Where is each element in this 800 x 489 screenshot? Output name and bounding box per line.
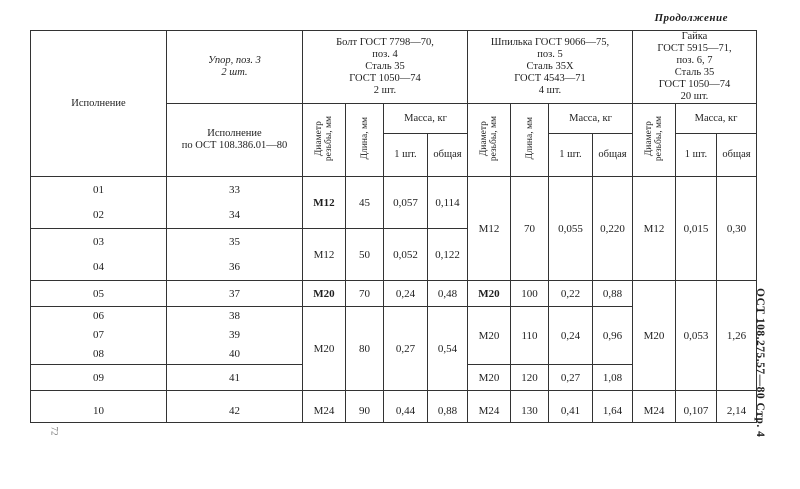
header-stud: Шпилька ГОСТ 9066—75, поз. 5 Сталь 35Х ГОСТ 4543—71 4 шт. [468,31,633,104]
side-standard-label: ОСТ 108.275.57—80 Стр. 4 [754,288,766,438]
nut-g3-mass1: 0,107 [676,401,717,423]
bolt-g4-diameter: М20 [303,307,346,391]
cell-ispol-05: 05 [31,281,167,307]
cell-ost-38: 38 [167,307,303,326]
header-upor: Упор, поз. 3 2 шт. [167,31,303,104]
bolt-g3-masstotal: 0,48 [428,281,468,307]
stud-g5-diameter: М24 [468,401,511,423]
stud-g1-length: 70 [511,177,549,281]
bolt-g2-mass1: 0,052 [384,229,428,281]
stud-g2-mass1: 0,22 [549,281,593,307]
header-nut-mass: Масса, кг [676,104,757,134]
stud-g4-diameter: М20 [468,365,511,391]
cell-ispol-01: 01 [31,177,167,203]
header-bolt-diameter: Диаметр резьбы, мм [314,115,334,162]
bolt-g4-mass1: 0,27 [384,307,428,391]
stud-g1-diameter: М12 [468,177,511,281]
header-ispolnenie-ost: Исполнение по ОСТ 108.386.01—80 [167,104,303,177]
nut-g2-mass1: 0,053 [676,281,717,391]
bolt-g5-length: 90 [346,401,384,423]
cell-ispol-02: 02 [31,203,167,229]
header-ispolnenie: Исполнение [31,31,167,177]
cell-ispol-07: 07 [31,326,167,344]
header-stud-diameter: Диаметр резьбы, мм [479,115,499,162]
header-nut-mass-total: общая [717,134,757,177]
nut-g2-diameter: М20 [633,281,676,391]
cell-ost-35: 35 [167,229,303,255]
cell-ispol-04: 04 [31,255,167,281]
nut-g3-masstotal: 2,14 [717,401,757,423]
cell-ost-41: 41 [167,365,303,391]
stud-g2-length: 100 [511,281,549,307]
bolt-g2-length: 50 [346,229,384,281]
cell-ispol-06: 06 [31,307,167,326]
header-stud-mass-total: общая [593,134,633,177]
stud-g5-length: 130 [511,401,549,423]
stud-g1-mass1: 0,055 [549,177,593,281]
bolt-g1-diameter: М12 [303,177,346,229]
stud-g3-masstotal: 0,96 [593,307,633,365]
bolt-g3-diameter: М20 [303,281,346,307]
nut-g1-mass1: 0,015 [676,177,717,281]
cell-ost-37: 37 [167,281,303,307]
bolt-g1-length: 45 [346,177,384,229]
bolt-g5-masstotal: 0,88 [428,401,468,423]
bolt-g3-length: 70 [346,281,384,307]
bolt-g2-diameter: М12 [303,229,346,281]
nut-g1-masstotal: 0,30 [717,177,757,281]
nut-g3-diameter: М24 [633,401,676,423]
bolt-g5-diameter: М24 [303,401,346,423]
stud-g2-diameter: М20 [468,281,511,307]
cell-ost-33: 33 [167,177,303,203]
header-bolt-length: Длина, мм [359,117,370,160]
cell-ost-40: 40 [167,344,303,365]
bolt-g1-mass1: 0,057 [384,177,428,229]
cell-ispol-03: 03 [31,229,167,255]
header-nut-diameter: Диаметр резьбы, мм [644,115,664,162]
header-bolt: Болт ГОСТ 7798—70, поз. 4 Сталь 35 ГОСТ 1050—74 2 шт. [303,31,468,104]
stud-g3-mass1: 0,24 [549,307,593,365]
bolt-g3-mass1: 0,24 [384,281,428,307]
header-stud-length: Длина, мм [524,117,535,160]
nut-g1-diameter: М12 [633,177,676,281]
stud-g4-length: 120 [511,365,549,391]
stud-g4-mass1: 0,27 [549,365,593,391]
bolt-g4-length: 80 [346,307,384,391]
bolt-g1-masstotal: 0,114 [428,177,468,229]
nut-g2-masstotal: 1,26 [717,281,757,391]
stud-g5-mass1: 0,41 [549,401,593,423]
stud-g5-masstotal: 1,64 [593,401,633,423]
stud-g2-masstotal: 0,88 [593,281,633,307]
header-bolt-mass-total: общая [428,134,468,177]
specification-table [30,30,757,423]
cell-ispol-10: 10 [31,401,167,423]
bolt-g5-mass1: 0,44 [384,401,428,423]
cell-ost-36: 36 [167,255,303,281]
cell-ispol-09: 09 [31,365,167,391]
header-stud-mass: Масса, кг [549,104,633,134]
stud-g3-diameter: М20 [468,307,511,365]
page-mark: 72 [49,426,60,436]
cell-ispol-08: 08 [31,344,167,365]
continuation-label: Продолжение [654,12,728,24]
cell-ost-39: 39 [167,326,303,344]
header-bolt-mass: Масса, кг [384,104,468,134]
bolt-g2-masstotal: 0,122 [428,229,468,281]
cell-ost-34: 34 [167,203,303,229]
stud-g1-masstotal: 0,220 [593,177,633,281]
bolt-g4-masstotal: 0,54 [428,307,468,391]
header-nut-mass-1: 1 шт. [676,134,717,177]
header-nut: Гайка ГОСТ 5915—71, поз. 6, 7 Сталь 35 ГОСТ 1050—74 20 шт. [633,31,757,104]
header-bolt-mass-1: 1 шт. [384,134,428,177]
stud-g3-length: 110 [511,307,549,365]
header-stud-mass-1: 1 шт. [549,134,593,177]
cell-ost-42: 42 [167,401,303,423]
stud-g4-masstotal: 1,08 [593,365,633,391]
